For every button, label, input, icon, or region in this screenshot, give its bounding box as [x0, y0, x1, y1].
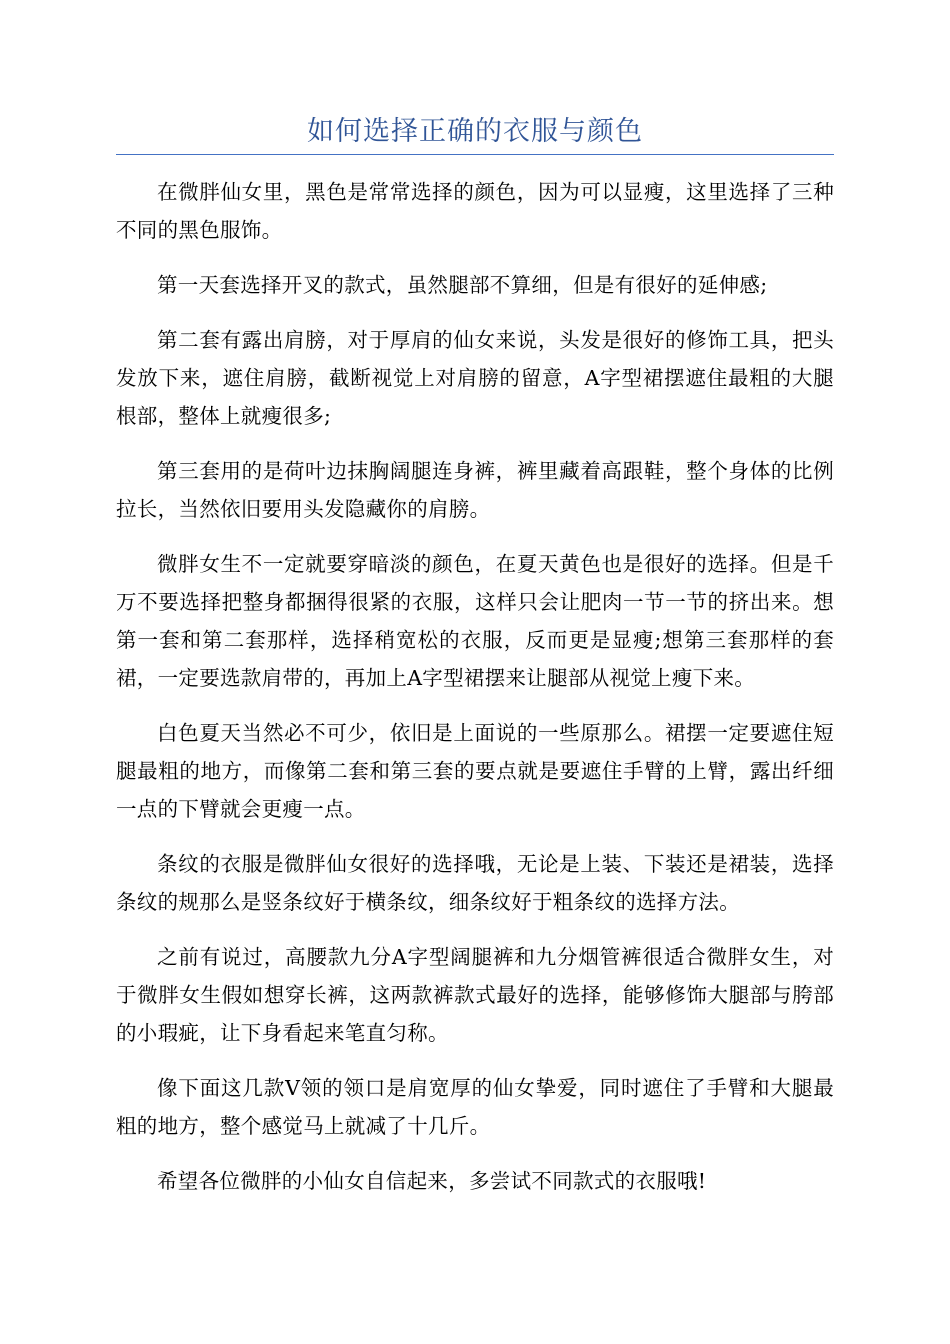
paragraph-7: 条纹的衣服是微胖仙女很好的选择哦，无论是上装、下装还是裙装，选择条纹的规那么是竖条纹好于横条纹，细条纹好于粗条纹的选择方法。	[116, 852, 834, 914]
paragraph-5: 微胖女生不一定就要穿暗淡的颜色，在夏天黄色也是很好的选择。但是千万不要选择把整身都捆得很紧的衣服，这样只会让肥肉一节一节的挤出来。想第一套和第二套那样，选择稍宽松的衣服，反而更是显瘦;想第三套那样的套裙，一定要选款肩带的，再加上A字型裙摆来让腿部从视觉上瘦下来。	[116, 552, 834, 690]
paragraph-2: 第一天套选择开叉的款式，虽然腿部不算细，但是有很好的延伸感;	[157, 273, 768, 297]
page-title: 如何选择正确的衣服与颜色	[307, 116, 643, 147]
title-underline	[116, 154, 834, 155]
paragraph-3: 第二套有露出肩膀，对于厚肩的仙女来说，头发是很好的修饰工具，把头发放下来，遮住肩膀，截断视觉上对肩膀的留意，A字型裙摆遮住最粗的大腿根部，整体上就瘦很多;	[116, 328, 834, 428]
document-body	[116, 173, 834, 1217]
paragraph-1: 在微胖仙女里，黑色是常常选择的颜色，因为可以显瘦，这里选择了三种不同的黑色服饰。	[116, 180, 834, 242]
paragraph-10: 希望各位微胖的小仙女自信起来，多尝试不同款式的衣服哦!	[157, 1169, 707, 1193]
paragraph-9: 像下面这几款V领的领口是肩宽厚的仙女挚爱，同时遮住了手臂和大腿最粗的地方，整个感觉马上就减了十几斤。	[116, 1076, 834, 1138]
paragraph-6: 白色夏天当然必不可少，依旧是上面说的一些原那么。裙摆一定要遮住短腿最粗的地方，而像第二套和第三套的要点就是要遮住手臂的上臂，露出纤细一点的下臂就会更瘦一点。	[116, 721, 834, 821]
paragraph-4: 第三套用的是荷叶边抹胸阔腿连身裤，裤里藏着高跟鞋，整个身体的比例拉长，当然依旧要用头发隐藏你的肩膀。	[116, 459, 834, 521]
paragraph-8: 之前有说过，高腰款九分A字型阔腿裤和九分烟管裤很适合微胖女生，对于微胖女生假如想穿长裤，这两款裤款式最好的选择，能够修饰大腿部与胯部的小瑕疵，让下身看起来笔直匀称。	[116, 945, 834, 1045]
